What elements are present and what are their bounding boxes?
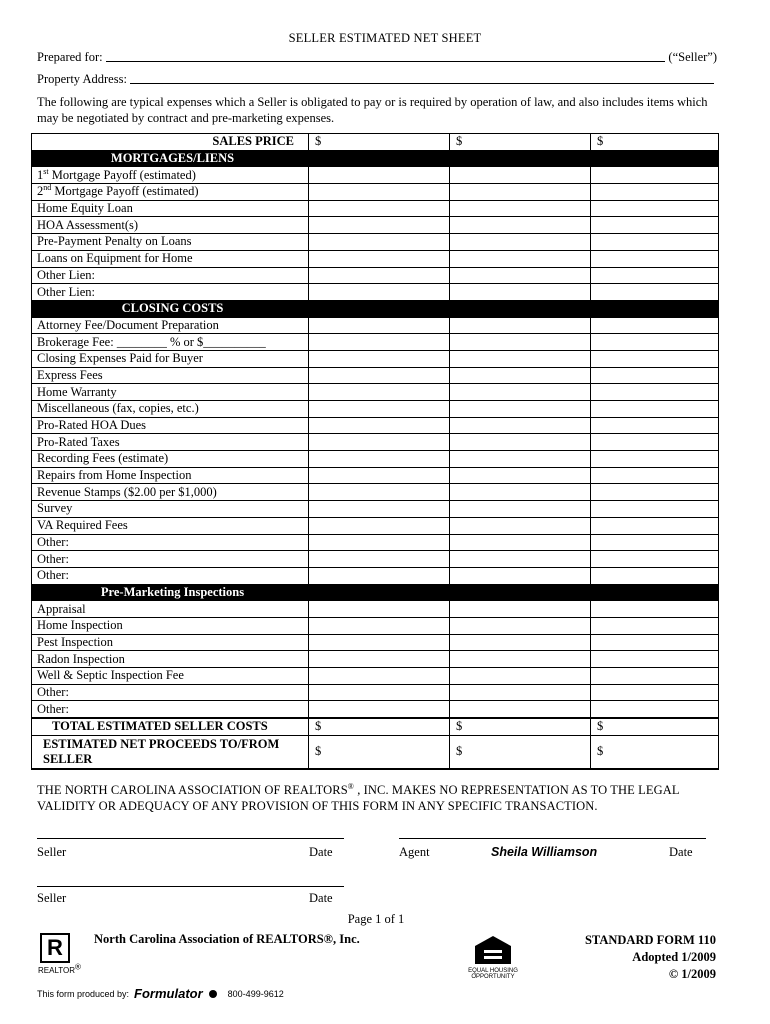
amount-cell[interactable] bbox=[450, 668, 591, 685]
amount-cell[interactable] bbox=[309, 417, 450, 434]
sales-price-label: SALES PRICE bbox=[32, 134, 309, 151]
property-address-row bbox=[37, 72, 717, 87]
expense-row bbox=[32, 250, 719, 267]
amount-cell[interactable] bbox=[309, 634, 450, 651]
expense-row bbox=[32, 517, 719, 534]
amount-cell[interactable] bbox=[591, 567, 719, 584]
expense-row bbox=[32, 484, 719, 501]
amount-cell[interactable] bbox=[591, 184, 719, 201]
expense-row bbox=[32, 651, 719, 668]
expense-row bbox=[32, 167, 719, 184]
formulator-icon bbox=[209, 990, 217, 998]
expense-row bbox=[32, 334, 719, 351]
expense-row bbox=[32, 434, 719, 451]
date-label-agent: Date bbox=[669, 845, 693, 859]
amount-cell[interactable] bbox=[591, 401, 719, 418]
expense-label: Pro-Rated HOA Dues bbox=[32, 417, 309, 434]
expense-label: Miscellaneous (fax, copies, etc.) bbox=[32, 401, 309, 418]
amount-cell[interactable] bbox=[450, 317, 591, 334]
amount-cell[interactable] bbox=[450, 167, 591, 184]
adopted-date: Adopted 1/2009 bbox=[632, 950, 716, 964]
header-fill bbox=[309, 584, 450, 601]
amount-cell[interactable] bbox=[450, 467, 591, 484]
expense-row bbox=[32, 467, 719, 484]
expense-label bbox=[32, 234, 309, 251]
amount-cell[interactable] bbox=[450, 601, 591, 618]
expense-label: VA Required Fees bbox=[32, 517, 309, 534]
expense-label: Radon Inspection bbox=[32, 651, 309, 668]
mortgages-header bbox=[32, 150, 719, 167]
expense-label: Closing Expenses Paid for Buyer bbox=[32, 350, 309, 367]
expense-label: Survey bbox=[32, 501, 309, 518]
property-address-label: Property Address: bbox=[37, 72, 127, 86]
realtor-word: REALTOR bbox=[38, 966, 76, 975]
amount-cell[interactable] bbox=[450, 484, 591, 501]
expense-row bbox=[32, 501, 719, 518]
amount-cell[interactable] bbox=[591, 234, 719, 251]
dollar-sign: $ bbox=[597, 719, 604, 734]
prepared-for-row bbox=[37, 50, 717, 65]
amount-cell[interactable] bbox=[309, 167, 450, 184]
disclaimer-part: THE NORTH CAROLINA ASSOCIATION OF REALTORS bbox=[37, 783, 348, 797]
expense-row bbox=[32, 401, 719, 418]
net-proceeds-row bbox=[32, 735, 719, 769]
net-proceeds-cell[interactable] bbox=[591, 735, 719, 769]
amount-cell[interactable] bbox=[450, 334, 591, 351]
intro-paragraph: The following are typical expenses which a Seller is obligated to pay or is required by operation of law, and also includes items which may be negotiated by contract and pre-marketing expenses. bbox=[37, 95, 708, 125]
amount-cell[interactable] bbox=[450, 350, 591, 367]
ordinal-suffix: st bbox=[43, 166, 49, 176]
total-cell[interactable] bbox=[591, 718, 719, 735]
amount-cell[interactable] bbox=[309, 267, 450, 284]
agent-name: Sheila Williamson bbox=[491, 845, 598, 859]
expense-label bbox=[32, 200, 309, 217]
dollar-sign: $ bbox=[597, 134, 604, 149]
dollar-sign: $ bbox=[456, 719, 463, 734]
sales-price-cell[interactable] bbox=[450, 134, 591, 151]
realtor-logo bbox=[40, 933, 70, 963]
agent-signature-line[interactable] bbox=[399, 838, 706, 839]
total-label: TOTAL ESTIMATED SELLER COSTS bbox=[32, 718, 309, 735]
pre-marketing-header bbox=[32, 584, 719, 601]
realtor-text: REALTOR® bbox=[38, 962, 81, 975]
amount-cell[interactable] bbox=[309, 567, 450, 584]
prepared-for-field[interactable] bbox=[106, 60, 666, 62]
sales-price-cell[interactable] bbox=[309, 134, 450, 151]
amount-cell[interactable] bbox=[309, 484, 450, 501]
amount-cell[interactable] bbox=[450, 651, 591, 668]
expense-label: Home Inspection bbox=[32, 617, 309, 634]
expense-row bbox=[32, 234, 719, 251]
amount-cell[interactable] bbox=[450, 417, 591, 434]
registered-mark: ® bbox=[347, 781, 354, 791]
total-row bbox=[32, 718, 719, 735]
seller-label-1: Seller bbox=[37, 845, 67, 859]
prepared-for-label: Prepared for: bbox=[37, 50, 103, 64]
expense-text: Home Equity Loan bbox=[37, 201, 133, 216]
amount-cell[interactable] bbox=[450, 534, 591, 551]
expense-label bbox=[32, 217, 309, 234]
date-label-2: Date bbox=[309, 891, 333, 905]
expense-label: Other: bbox=[32, 534, 309, 551]
dollar-sign: $ bbox=[315, 744, 322, 759]
expense-label: Other: bbox=[32, 684, 309, 701]
produced-by bbox=[37, 986, 284, 1001]
net-proceeds-cell[interactable] bbox=[450, 735, 591, 769]
equal-housing-line: OPPORTUNITY bbox=[471, 974, 515, 980]
amount-cell[interactable] bbox=[591, 284, 719, 301]
amount-cell[interactable] bbox=[309, 367, 450, 384]
equal-housing-line: EQUAL HOUSING bbox=[468, 968, 518, 974]
produced-by-label: This form produced by: bbox=[37, 988, 130, 999]
expense-label: Other: bbox=[32, 701, 309, 718]
amount-cell[interactable] bbox=[309, 350, 450, 367]
amount-cell[interactable] bbox=[309, 401, 450, 418]
sales-price-cell[interactable] bbox=[591, 134, 719, 151]
amount-cell[interactable] bbox=[309, 501, 450, 518]
sales-price-row bbox=[32, 134, 719, 151]
amount-cell[interactable] bbox=[591, 350, 719, 367]
amount-cell[interactable] bbox=[591, 617, 719, 634]
expense-text: HOA Assessment(s) bbox=[37, 217, 139, 232]
amount-cell[interactable] bbox=[450, 367, 591, 384]
amount-cell[interactable] bbox=[309, 551, 450, 568]
amount-cell[interactable] bbox=[591, 417, 719, 434]
amount-cell[interactable] bbox=[309, 384, 450, 401]
amount-cell[interactable] bbox=[450, 267, 591, 284]
amount-cell[interactable] bbox=[450, 401, 591, 418]
expense-label: Pest Inspection bbox=[32, 634, 309, 651]
expense-text: Mortgage Payoff (estimated) bbox=[51, 184, 199, 199]
amount-cell[interactable] bbox=[591, 167, 719, 184]
header-fill bbox=[450, 584, 591, 601]
dollar-sign: $ bbox=[315, 719, 322, 734]
seller-suffix: (“Seller”) bbox=[668, 50, 717, 64]
header-fill bbox=[591, 300, 719, 317]
expense-label: Appraisal bbox=[32, 601, 309, 618]
expense-text: Pre-Payment Penalty on Loans bbox=[37, 234, 192, 249]
form-info bbox=[500, 932, 716, 983]
expense-label: Repairs from Home Inspection bbox=[32, 467, 309, 484]
disclaimer bbox=[37, 782, 727, 814]
amount-cell[interactable] bbox=[309, 467, 450, 484]
expense-label: Pro-Rated Taxes bbox=[32, 434, 309, 451]
total-cell[interactable] bbox=[450, 718, 591, 735]
expense-row bbox=[32, 451, 719, 468]
expense-row bbox=[32, 601, 719, 618]
expense-row bbox=[32, 417, 719, 434]
amount-cell[interactable] bbox=[450, 617, 591, 634]
amount-cell[interactable] bbox=[309, 217, 450, 234]
agent-label: Agent bbox=[399, 845, 430, 859]
total-cell[interactable] bbox=[309, 718, 450, 735]
amount-cell[interactable] bbox=[450, 284, 591, 301]
expense-text: Other Lien: bbox=[37, 267, 95, 282]
expense-label: Express Fees bbox=[32, 367, 309, 384]
expense-row bbox=[32, 267, 719, 284]
dollar-sign: $ bbox=[456, 134, 463, 149]
amount-cell[interactable] bbox=[450, 217, 591, 234]
amount-cell[interactable] bbox=[309, 184, 450, 201]
amount-cell[interactable] bbox=[591, 651, 719, 668]
expense-row bbox=[32, 534, 719, 551]
amount-cell[interactable] bbox=[450, 384, 591, 401]
amount-cell[interactable] bbox=[450, 701, 591, 718]
expense-text: Mortgage Payoff (estimated) bbox=[48, 167, 196, 182]
seller-label-2: Seller bbox=[37, 891, 67, 905]
header-fill bbox=[450, 300, 591, 317]
expense-row bbox=[32, 217, 719, 234]
seller-signature-line-1[interactable] bbox=[37, 838, 344, 839]
disclaimer-part: , INC. MAKES NO REPRESENTATION AS TO THE LEGAL VALIDITY OR ADEQUACY OF ANY PROVISION OF THIS FORM IN ANY SPECIFIC TRANSACTION. bbox=[37, 783, 680, 813]
amount-cell[interactable] bbox=[450, 684, 591, 701]
amount-cell[interactable] bbox=[591, 317, 719, 334]
net-proceeds-cell[interactable] bbox=[309, 735, 450, 769]
header-fill bbox=[309, 150, 450, 167]
expense-row bbox=[32, 350, 719, 367]
dollar-sign: $ bbox=[456, 744, 463, 759]
amount-cell[interactable] bbox=[591, 668, 719, 685]
phone-number: 800-499-9612 bbox=[227, 988, 284, 999]
expense-label: Home Warranty bbox=[32, 384, 309, 401]
expense-row bbox=[32, 617, 719, 634]
document-title: SELLER ESTIMATED NET SHEET bbox=[288, 31, 482, 45]
expense-row bbox=[32, 634, 719, 651]
amount-cell[interactable] bbox=[309, 601, 450, 618]
ordinal: 1 bbox=[37, 167, 44, 182]
amount-cell[interactable] bbox=[309, 701, 450, 718]
expense-row bbox=[32, 367, 719, 384]
page-number: Page 1 of 1 bbox=[347, 912, 405, 926]
amount-cell[interactable] bbox=[450, 567, 591, 584]
amount-cell[interactable] bbox=[309, 200, 450, 217]
expense-label: Recording Fees (estimate) bbox=[32, 451, 309, 468]
formulator-logo: Formulator bbox=[134, 986, 203, 1001]
amount-cell[interactable] bbox=[591, 217, 719, 234]
amount-cell[interactable] bbox=[450, 501, 591, 518]
ordinal-suffix: nd bbox=[43, 183, 52, 193]
amount-cell[interactable] bbox=[450, 250, 591, 267]
amount-cell[interactable] bbox=[309, 451, 450, 468]
amount-cell[interactable] bbox=[309, 317, 450, 334]
amount-cell[interactable] bbox=[591, 451, 719, 468]
dollar-sign: $ bbox=[597, 744, 604, 759]
header-fill bbox=[591, 584, 719, 601]
net-proceeds-label: ESTIMATED NET PROCEEDS TO/FROM SELLER bbox=[32, 735, 309, 769]
header-fill bbox=[450, 150, 591, 167]
date-label-1: Date bbox=[309, 845, 333, 859]
amount-cell[interactable] bbox=[591, 517, 719, 534]
amount-cell[interactable] bbox=[309, 334, 450, 351]
net-sheet-table bbox=[31, 133, 719, 770]
amount-cell[interactable] bbox=[450, 234, 591, 251]
property-address-field[interactable] bbox=[130, 82, 714, 84]
amount-cell[interactable] bbox=[450, 551, 591, 568]
amount-cell[interactable] bbox=[591, 250, 719, 267]
expense-row bbox=[32, 284, 719, 301]
amount-cell[interactable] bbox=[450, 634, 591, 651]
amount-cell[interactable] bbox=[309, 534, 450, 551]
copyright: © 1/2009 bbox=[668, 967, 716, 981]
amount-cell[interactable] bbox=[591, 267, 719, 284]
amount-cell[interactable] bbox=[309, 250, 450, 267]
amount-cell[interactable] bbox=[591, 467, 719, 484]
header-fill bbox=[309, 300, 450, 317]
expense-row bbox=[32, 701, 719, 718]
amount-cell[interactable] bbox=[591, 684, 719, 701]
expense-label: Other: bbox=[32, 567, 309, 584]
expense-label: Attorney Fee/Document Preparation bbox=[32, 317, 309, 334]
amount-cell[interactable] bbox=[309, 284, 450, 301]
amount-cell[interactable] bbox=[309, 684, 450, 701]
amount-cell[interactable] bbox=[591, 334, 719, 351]
amount-cell[interactable] bbox=[450, 200, 591, 217]
expense-label bbox=[32, 267, 309, 284]
amount-cell[interactable] bbox=[591, 501, 719, 518]
expense-text: Other Lien: bbox=[37, 284, 95, 299]
closing-costs-header bbox=[32, 300, 719, 317]
expense-row bbox=[32, 317, 719, 334]
amount-cell[interactable] bbox=[591, 551, 719, 568]
amount-cell[interactable] bbox=[309, 617, 450, 634]
expense-label: Well & Septic Inspection Fee bbox=[32, 668, 309, 685]
amount-cell[interactable] bbox=[309, 517, 450, 534]
amount-cell[interactable] bbox=[450, 517, 591, 534]
pre-marketing-heading: Pre-Marketing Inspections bbox=[32, 584, 309, 601]
amount-cell[interactable] bbox=[591, 384, 719, 401]
ordinal: 2 bbox=[37, 184, 44, 199]
amount-cell[interactable] bbox=[591, 367, 719, 384]
amount-cell[interactable] bbox=[309, 668, 450, 685]
expense-label: Other: bbox=[32, 551, 309, 568]
expense-text: Loans on Equipment for Home bbox=[37, 251, 193, 266]
mortgages-heading: MORTGAGES/LIENS bbox=[32, 150, 309, 167]
closing-costs-heading: CLOSING COSTS bbox=[32, 300, 309, 317]
expense-row bbox=[32, 684, 719, 701]
amount-cell[interactable] bbox=[309, 234, 450, 251]
amount-cell[interactable] bbox=[450, 434, 591, 451]
expense-label bbox=[32, 284, 309, 301]
amount-cell[interactable] bbox=[450, 184, 591, 201]
seller-signature-line-2[interactable] bbox=[37, 886, 344, 887]
expense-label bbox=[32, 184, 309, 201]
amount-cell[interactable] bbox=[450, 451, 591, 468]
expense-row bbox=[32, 184, 719, 201]
expense-row bbox=[32, 668, 719, 685]
amount-cell[interactable] bbox=[591, 534, 719, 551]
amount-cell[interactable] bbox=[591, 484, 719, 501]
association-name: North Carolina Association of REALTORS®, Inc. bbox=[94, 932, 360, 946]
amount-cell[interactable] bbox=[309, 651, 450, 668]
expense-row bbox=[32, 384, 719, 401]
amount-cell[interactable] bbox=[591, 200, 719, 217]
expense-label: Revenue Stamps ($2.00 per $1,000) bbox=[32, 484, 309, 501]
amount-cell[interactable] bbox=[591, 601, 719, 618]
expense-label bbox=[32, 250, 309, 267]
amount-cell[interactable] bbox=[591, 701, 719, 718]
realtor-logo-letter: R bbox=[47, 935, 63, 960]
header-fill bbox=[591, 150, 719, 167]
amount-cell[interactable] bbox=[309, 434, 450, 451]
expense-row bbox=[32, 200, 719, 217]
form-name: STANDARD FORM 110 bbox=[584, 933, 716, 947]
dollar-sign: $ bbox=[315, 134, 322, 149]
expense-label: Brokerage Fee: ________ % or $__________ bbox=[32, 334, 309, 351]
amount-cell[interactable] bbox=[591, 634, 719, 651]
amount-cell[interactable] bbox=[591, 434, 719, 451]
expense-row bbox=[32, 567, 719, 584]
expense-label bbox=[32, 167, 309, 184]
expense-row bbox=[32, 551, 719, 568]
